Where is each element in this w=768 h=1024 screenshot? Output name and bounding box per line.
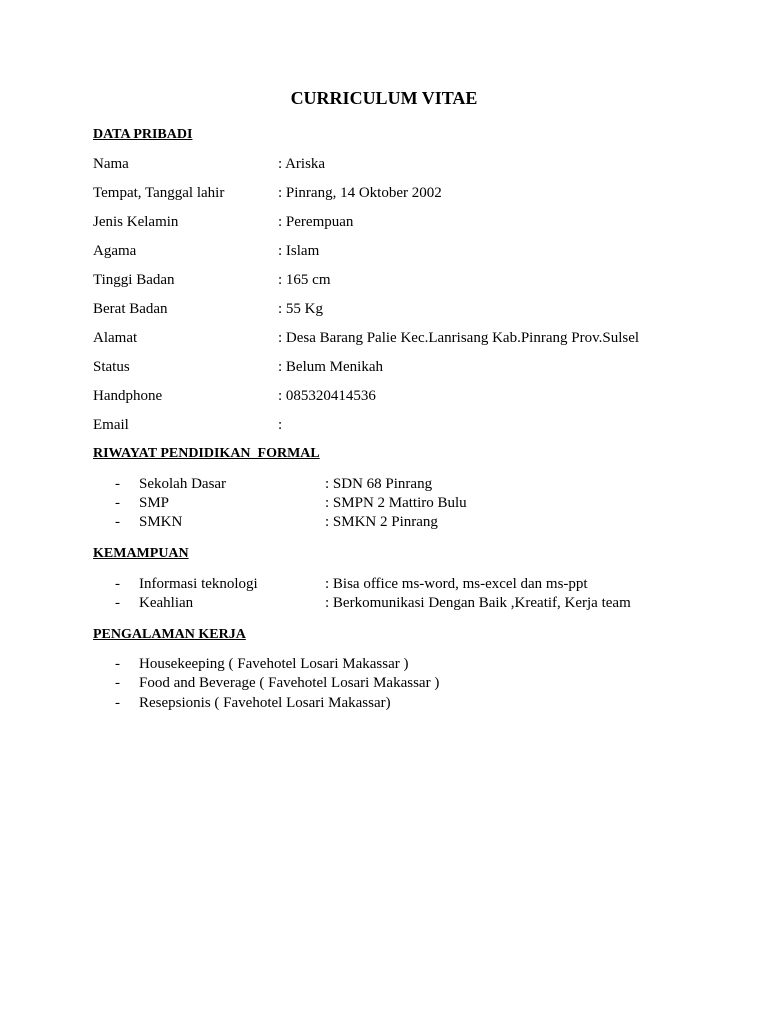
bullet-dash: - (115, 595, 120, 611)
row-value: : Pinrang, 14 Oktober 2002 (278, 185, 442, 201)
row-value: : 165 cm (278, 272, 331, 288)
section-heading-personal: DATA PRIBADI (93, 127, 193, 142)
row-value: : Islam (278, 243, 320, 259)
item-value: : SMKN 2 Pinrang (325, 514, 438, 530)
item-label: Keahlian (139, 595, 194, 611)
item-label: Resepsionis ( Favehotel Losari Makassar) (139, 695, 391, 711)
row-label: Jenis Kelamin (93, 214, 179, 230)
bullet-dash: - (115, 514, 120, 530)
row-label: Agama (93, 243, 137, 259)
bullet-dash: - (115, 495, 120, 511)
row-value: : Belum Menikah (278, 359, 383, 375)
item-label: Informasi teknologi (139, 576, 258, 592)
section-heading-skills: KEMAMPUAN (93, 546, 189, 561)
row-label: Status (93, 359, 130, 375)
row-value: : Ariska (278, 156, 326, 172)
bullet-dash: - (115, 695, 120, 711)
section-heading-experience: PENGALAMAN KERJA (93, 627, 246, 642)
row-label: Alamat (93, 330, 138, 346)
item-value: : Berkomunikasi Dengan Baik ,Kreatif, Kerja team (325, 595, 631, 611)
row-label: Tinggi Badan (93, 272, 175, 288)
row-label: Tempat, Tanggal lahir (93, 185, 225, 201)
section-heading-education: RIWAYAT PENDIDIKAN FORMAL (93, 446, 320, 461)
row-value: : Perempuan (278, 214, 354, 230)
item-value: : SDN 68 Pinrang (325, 476, 433, 492)
document-title: CURRICULUM VITAE (290, 88, 478, 108)
row-value: : Desa Barang Palie Kec.Lanrisang Kab.Pinrang Prov.Sulsel (278, 330, 640, 346)
row-label: Nama (93, 156, 129, 172)
item-label: Sekolah Dasar (139, 476, 227, 492)
item-value: : Bisa office ms-word, ms-excel dan ms-ppt (325, 576, 588, 592)
item-label: SMP (139, 495, 170, 511)
row-value: : 085320414536 (278, 388, 376, 404)
item-label: SMKN (139, 514, 183, 530)
row-label: Email (93, 417, 129, 433)
row-label: Handphone (93, 388, 163, 404)
bullet-dash: - (115, 576, 120, 592)
row-label: Berat Badan (93, 301, 168, 317)
bullet-dash: - (115, 675, 120, 691)
item-value: : SMPN 2 Mattiro Bulu (325, 495, 467, 511)
bullet-dash: - (115, 656, 120, 672)
row-value: : (278, 417, 283, 433)
row-value: : 55 Kg (278, 301, 323, 317)
item-label: Food and Beverage ( Favehotel Losari Makassar ) (139, 675, 440, 691)
item-label: Housekeeping ( Favehotel Losari Makassar ) (139, 656, 409, 672)
bullet-dash: - (115, 476, 120, 492)
